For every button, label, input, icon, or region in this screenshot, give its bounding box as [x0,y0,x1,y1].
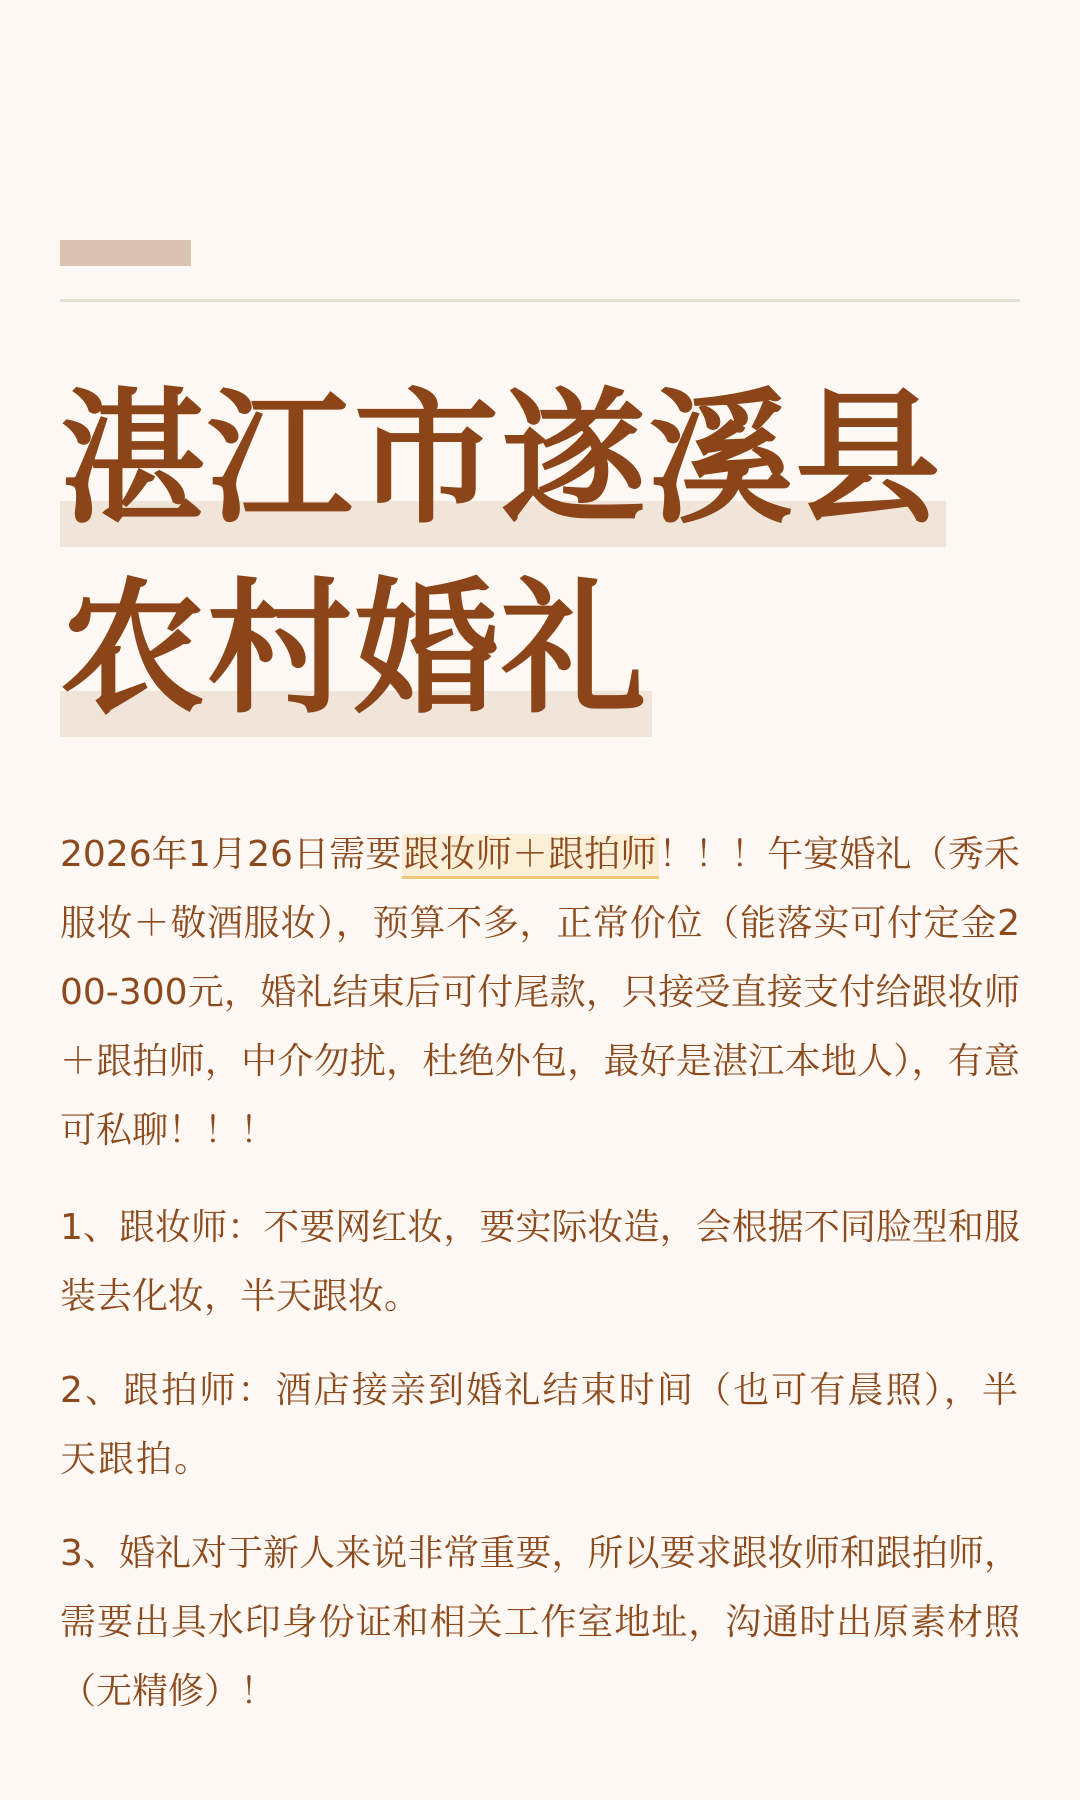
requirement-item-1: 1、跟妆师：不要网红妆，要实际妆造，会根据不同脸型和服装去化妆，半天跟妆。 [60,1207,1020,1317]
post-content [60,820,1020,1751]
requirement-item-2: 2、跟拍师：酒店接亲到婚礼结束时间（也可有晨照），半天跟拍。 [60,1370,1020,1480]
intro-paragraph [60,820,1020,1165]
requirement-item-3: 3、婚礼对于新人来说非常重要，所以要求跟妆师和跟拍师，需要出具水印身份证和相关工作室地址，沟通时出原素材照（无精修）！ [60,1533,1020,1712]
top-accent-bar [60,240,191,266]
intro-suffix: ！！！午宴婚礼（秀禾服妆＋敬酒服妆），预算不多，正常价位（能落实可付定金200-300元，婚礼结束后可付尾款，只接受直接支付给跟妆师＋跟拍师，中介勿扰，杜绝外包，最好是湛江本地人），有意可私聊！！！ [60,834,1020,1151]
intro-highlight: 跟妆师＋跟拍师 [402,834,659,879]
post-title-line-1: 湛江市遂溪县 [60,365,942,555]
intro-prefix: 2026年1月26日需要 [60,834,402,875]
header-divider [60,299,1020,302]
post-title-line-2: 农村婚礼 [60,555,648,745]
post-title [60,365,1020,745]
